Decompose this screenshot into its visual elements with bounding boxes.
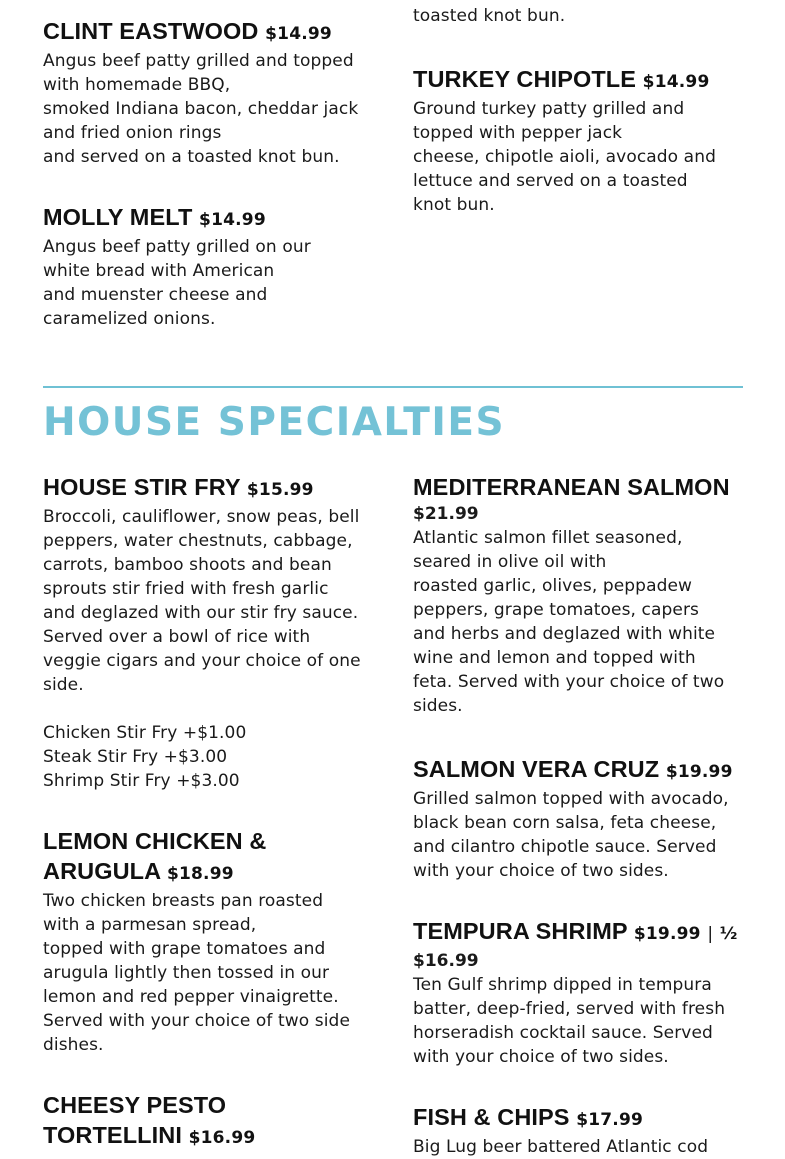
menu-item-salmon-vera-cruz <box>413 754 753 883</box>
item-title <box>43 472 378 505</box>
item-price: $15.99 <box>246 480 314 500</box>
add-on-option: Steak Stir Fry +$3.00 <box>43 747 228 767</box>
menu-item-turkey-chipotle <box>413 64 753 217</box>
item-title <box>43 16 378 49</box>
item-name: FISH & CHIPS <box>413 1104 570 1130</box>
item-description: Two chicken breasts pan roasted with a parmesan spread, topped with grape tomatoes and arugula lightly then tossed in our lemon and red pepper vinaigrette. Served with your choice of two side dishes. <box>43 891 351 1055</box>
item-name: TURKEY CHIPOTLE <box>413 66 637 92</box>
section-divider <box>43 386 743 388</box>
item-price: $14.99 <box>642 72 710 92</box>
item-name: CLINT EASTWOOD <box>43 18 259 44</box>
item-price: $19.99 <box>633 924 701 944</box>
item-title <box>413 916 753 949</box>
menu-item-house-stir-fry <box>43 472 378 793</box>
item-price: $18.99 <box>166 864 234 884</box>
item-description: toasted knot bun. <box>413 6 566 26</box>
item-price: $14.99 <box>265 24 332 44</box>
item-description: Grilled salmon topped with avocado, black bean corn salsa, feta cheese, and cilantro chipotle sauce. Served with your choice of two sides. <box>413 789 729 881</box>
menu-item-mediterranean-salmon <box>413 472 753 718</box>
menu-item-molly-melt <box>43 202 378 331</box>
item-description: Atlantic salmon fillet seasoned, seared in olive oil with roasted garlic, olives, peppadew peppers, grape tomatoes, capers and herbs and deglazed with white wine and lemon and topped with feta. Served with your choice of two sides. <box>413 528 725 716</box>
item-title <box>43 1090 378 1153</box>
item-description: Broccoli, cauliflower, snow peas, bell peppers, water chestnuts, cabbage, carrots, bamboo shoots and bean sprouts stir fried with fresh garlic and deglazed with our stir fry sauce. Served over a bowl of rice with veggie cigars and your choice of one side. <box>43 507 361 695</box>
add-on-option: Chicken Stir Fry +$1.00 <box>43 723 247 743</box>
item-price: $21.99 <box>413 504 479 524</box>
item-name-line-2: TORTELLINI <box>43 1122 182 1148</box>
item-description: Angus beef patty grilled and topped with homemade BBQ, smoked Indiana bacon, cheddar jack and fried onion rings and served on a toasted knot bun. <box>43 51 359 167</box>
item-description: Ground turkey patty grilled and topped with pepper jack cheese, chipotle aioli, avocado and lettuce and served on a toasted knot bun. <box>413 99 716 215</box>
item-name: HOUSE STIR FRY <box>43 474 241 500</box>
item-name-line-2: ARUGULA <box>43 858 161 884</box>
item-price: $14.99 <box>199 210 266 230</box>
item-description: Ten Gulf shrimp dipped in tempura batter, deep-fried, served with fresh horseradish cocktail sauce. Served with your choice of two sides. <box>413 975 726 1067</box>
item-description: Big Lug beer battered Atlantic cod <box>413 1137 709 1157</box>
item-name: SALMON VERA CRUZ <box>413 756 660 782</box>
item-title <box>413 1102 753 1135</box>
menu-item-lemon-chicken-arugula <box>43 826 378 1057</box>
item-name: MOLLY MELT <box>43 204 193 230</box>
price-separator: | <box>707 924 714 944</box>
half-portion-price: $16.99 <box>413 951 479 971</box>
item-title <box>43 202 378 235</box>
menu-item-cheesy-pesto-tortellini <box>43 1090 378 1153</box>
menu-item-clint-eastwood <box>43 16 378 169</box>
item-price: $19.99 <box>665 762 733 782</box>
item-price: $17.99 <box>576 1110 644 1130</box>
item-name: MEDITERRANEAN SALMON <box>413 474 730 500</box>
item-name-line-1: CHEESY PESTO <box>43 1092 227 1118</box>
item-title <box>413 64 753 97</box>
item-description: Angus beef patty grilled on our white bread with American and muenster cheese and caramelized onions. <box>43 237 311 329</box>
item-name: TEMPURA SHRIMP <box>413 918 628 944</box>
half-portion-label: ½ <box>719 924 738 944</box>
section-title: HOUSE SPECIALTIES <box>43 400 506 445</box>
item-title <box>413 472 753 502</box>
item-title <box>413 754 753 787</box>
item-price: $16.99 <box>188 1128 256 1148</box>
add-on-option: Shrimp Stir Fry +$3.00 <box>43 771 240 791</box>
item-name-line-1: LEMON CHICKEN & <box>43 828 267 854</box>
menu-item-fish-and-chips <box>413 1102 753 1159</box>
menu-item-continued <box>413 4 753 28</box>
item-add-ons <box>43 721 378 793</box>
item-title <box>43 826 378 889</box>
menu-item-tempura-shrimp <box>413 916 753 1069</box>
